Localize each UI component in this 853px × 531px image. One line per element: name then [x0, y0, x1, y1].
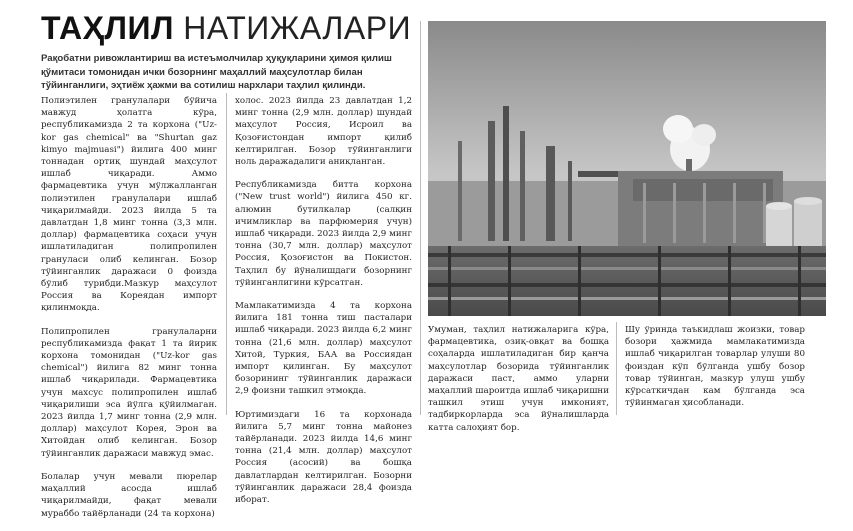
title-light: НАТИЖАЛАРИ — [183, 10, 412, 46]
column-divider — [616, 322, 617, 415]
paragraph: Юртимиздаги 16 та корхонада йилига 5,7 минг тонна майонез тайёрланади. 2023 йилда 14,6 минг тонна (21,4 млн. доллар) маҳсулот Россия (асосий) ва бошқа давлатлардан келтирилган. Бозорни тўйинганлик даражаси 28,4 фоизда иборат. — [235, 409, 412, 506]
text-column-1 — [41, 95, 217, 531]
text-column-2 — [235, 95, 412, 517]
column-divider — [420, 21, 421, 415]
paragraph: Полиэтилен гранулалари бўйича мавжуд ҳолатга кўра, республикамизда 2 та корхона ("Uz-kor gas chemical" ва "Shurtan gaz kimyo majmuasi") йилига 400 минг тоннадан ортиқ шундай маҳсулот ишлаб чиқаради. Аммо фармацевтика учун мўлжалланган полиэтилен гранулалари ишлаб чиқарилмайди. 2023 йилда 5 та давлатдан 1,8 минг тонна (3,3 млн. доллар) фармацевтика соҳаси учун ишлатиладиган полипропилен гранулаcи олиб келинган. Бозор тўйинганлик даражаси 0 фоизда бўлиб турибди.Мазкур маҳсулот Россия ва Кореядан импорт қилинмоқда. — [41, 96, 217, 314]
page-title — [41, 10, 411, 46]
lead-paragraph: Рақобатни ривожлантириш ва истеъмолчилар ҳуқуқларини ҳимоя қилиш қўмитаси томонидан ички бозорнинг маҳаллий маҳсулотлар билан тўйинганлиги, эҳтиёж ҳажми ва сотилиш нархлари таҳлил қилинди. — [41, 53, 392, 91]
title-bold: ТАҲЛИЛ — [41, 10, 174, 46]
paragraph: Болалар учун мевали пюрелар маҳаллий асосда ишлаб чиқарилмайди, фақат мевали мураббо тайёрланади (24 та корхона) — [41, 471, 217, 519]
paragraph: Республикамизда битта корхона ("New trust world") йилига 450 кг. алюмин бутилкалар (салқин ичимликлар ва парфюмерия учун) ишлаб чиқаради. 2023 йилда 2,9 минг тонна (30,7 млн. доллар) маҳсулот Россия, Қозоғистон ва Покистон. Таҳлил бу йўналишдаги бозорнинг тўйинганлигини кўрсатган. — [235, 180, 412, 288]
text-column-3 — [428, 324, 609, 445]
paragraph: холос. 2023 йилда 23 давлатдан 1,2 минг тонна (2,9 млн. доллар) шундай маҳсулот Россия, Исроил ва Қозоғистондан импорт қилиб келтирилган. Бозор тўйинганлиги ноль даражадалиги аниқланган. — [235, 96, 412, 168]
paragraph: Умуман, таҳлил натижаларига кўра, фармацевтика, озиқ-овқат ва бошқа соҳаларда ишлатиладиган бир қанча маҳсулотлар бозорида тўйинганлик даражаси паст, аммо уларни маҳаллий шароитда ишлаб чиқаришни ташкил этиш учун имконият, тадбиркорларда эса йўналишларда катта салоҳият бор. — [428, 325, 609, 433]
paragraph: Мамлакатимизда 4 та корхона йилига 181 тонна тиш пасталари ишлаб чиқаради. 2023 йилда 6,2 минг тонна (21,6 млн. доллар) маҳсулот Хитой, Туркия, БАА ва Россиядан импорт қилинган. Бу маҳсулот бозорининг тўйинганлик даражаси 2,9 фоизни ташкил этмоқда. — [235, 301, 412, 397]
industrial-plant-photo — [428, 21, 826, 316]
paragraph: Шу ўринда таъкидлаш жоизки, товар бозори ҳажмида мамлакатимизда ишлаб чиқарилган товарлар улуши 80 фоиздан кўп бўлганда ушбу бозор товар тўйинган, мазкур улуш ушбу кўрсаткичдан кам бўлганда эса тўйинмаган ҳисобланади. — [625, 325, 805, 409]
text-column-4 — [625, 324, 805, 420]
column-divider — [226, 93, 227, 415]
paragraph: Полипропилен гранулаларни республикамизда фақат 1 та йирик корхона томонидан ("Uz-kor gas chemical") йилига 82 минг тонна ишлаб чиқарилади. Фармацевтика учун махсус полипропилен ишлаб чиқарилиши эса йўлга қўйилмаган. 2023 йилда 1,7 минг тонна (2,9 млн. доллар) маҳсулот Корея, Эрон ва Хитойдан олиб келинган. Бозор тўйинганлик даражаси мавжуд эмас. — [41, 326, 217, 459]
